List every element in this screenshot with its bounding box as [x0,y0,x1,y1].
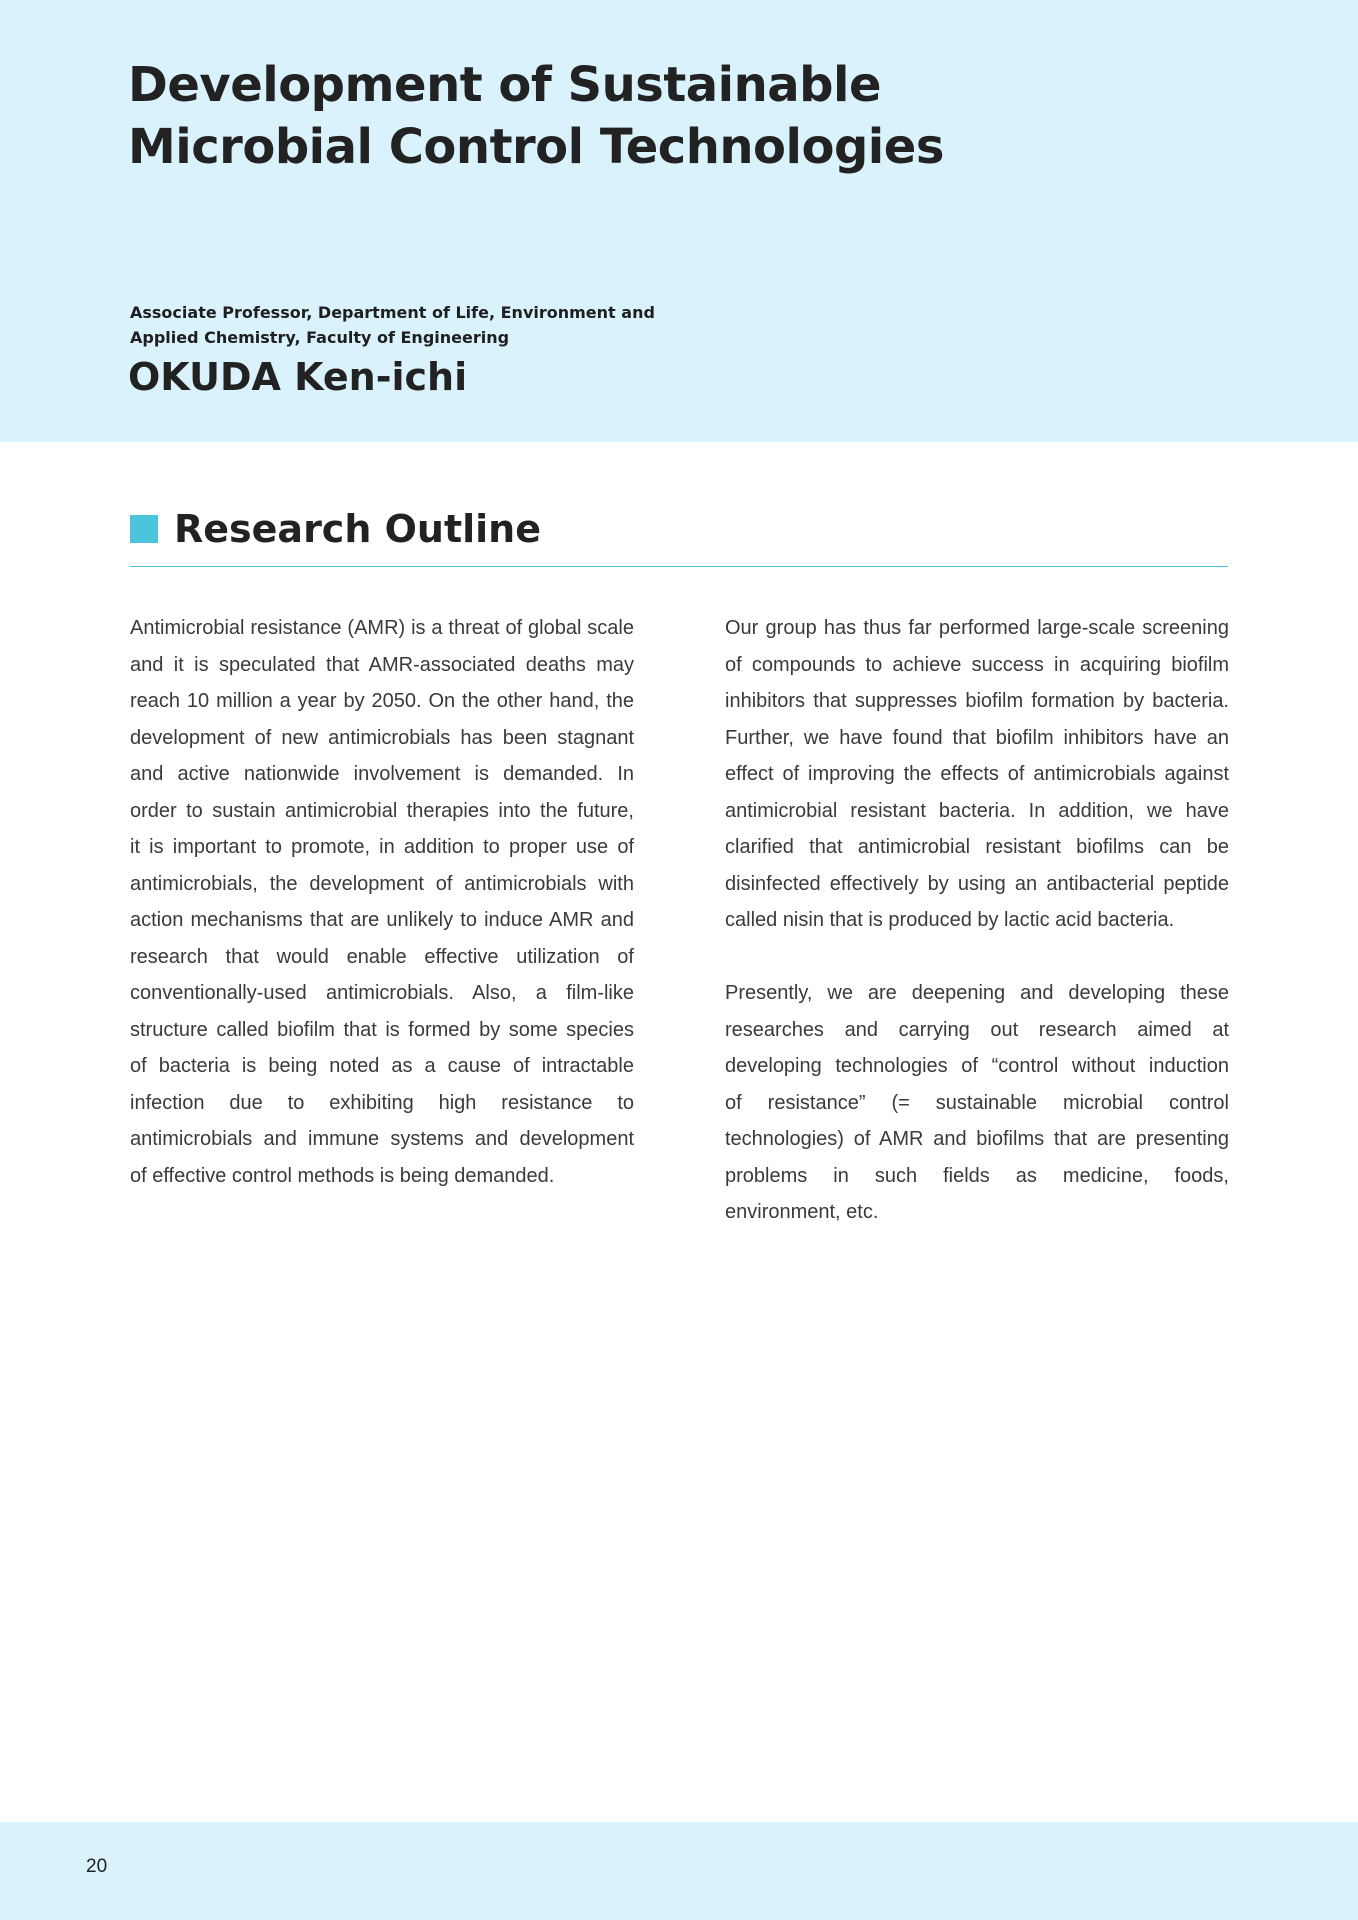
right-line: inhibitors that suppresses biofilm formation by bacteria. [725,690,1229,712]
left-line: order to sustain antimicrobial therapies into the future, [130,799,634,822]
right-line: researches and carrying out research aimed at [725,1018,1229,1041]
right-column [725,610,1229,1231]
left-line: and it is speculated that AMR-associated deaths may [130,653,634,676]
left-line: antimicrobials, the development of antimicrobials with [130,872,634,895]
right-line: clarified that antimicrobial resistant biofilms can be [725,836,1229,858]
left-line: antimicrobials and immune systems and development [130,1128,634,1150]
left-line: structure called biofilm that is formed by some species [130,1018,634,1041]
page-title [128,54,1028,178]
left-line: action mechanisms that are unlikely to induce AMR and [130,909,634,931]
right-line: problems in such fields as medicine, foods, [725,1164,1229,1187]
right-line: developing technologies of “control without induction [725,1055,1229,1077]
right-line: antimicrobial resistant bacteria. In addition, we have [725,799,1229,822]
left-column [130,610,634,1194]
right-line: technologies) of AMR and biofilms that are presenting [725,1128,1229,1150]
affiliation-line-1: Associate Professor, Department of Life, Environment and [130,303,655,322]
affiliation-line-2: Applied Chemistry, Faculty of Engineering [130,328,510,347]
left-line: Antimicrobial resistance (AMR) is a threat of global scale [130,617,634,639]
author-affiliation [130,300,830,350]
left-line: of bacteria is being noted as a cause of intractable [130,1055,634,1077]
left-line: research that would enable effective utilization of [130,945,634,968]
right-line: Presently, we are deepening and developing these [725,982,1229,1004]
title-line-2: Microbial Control Technologies [128,119,944,175]
right-line: of resistance” (= sustainable microbial control [725,1091,1229,1114]
right-line: disinfected effectively by using an antibacterial peptide [725,872,1229,895]
header-band [0,0,1358,442]
left-line: of effective control methods is being demanded. [130,1164,555,1187]
paragraph-gap [725,939,1229,976]
author-name: OKUDA Ken-ichi [128,355,468,399]
footer-band [0,1822,1358,1920]
title-line-1: Development of Sustainable [128,57,882,113]
left-line: and active nationwide involvement is demanded. In [130,763,634,785]
section-heading [130,502,1228,567]
right-line: effect of improving the effects of antimicrobials against [725,763,1229,785]
right-line: Further, we have found that biofilm inhibitors have an [725,726,1229,749]
section-marker-square-icon [130,515,158,543]
left-line: reach 10 million a year by 2050. On the other hand, the [130,690,634,712]
left-line: conventionally-used antimicrobials. Also, a film-like [130,982,634,1004]
right-line: called nisin that is produced by lactic acid bacteria. [725,909,1175,931]
section-title: Research Outline [174,507,542,551]
left-line: infection due to exhibiting high resistance to [130,1091,634,1114]
right-line: Our group has thus far performed large-scale screening [725,617,1229,639]
right-line: of compounds to achieve success in acquiring biofilm [725,653,1229,676]
left-line: development of new antimicrobials has been stagnant [130,726,634,749]
right-line: environment, etc. [725,1201,879,1223]
page-number: 20 [86,1856,108,1877]
left-line: it is important to promote, in addition to proper use of [130,836,634,858]
